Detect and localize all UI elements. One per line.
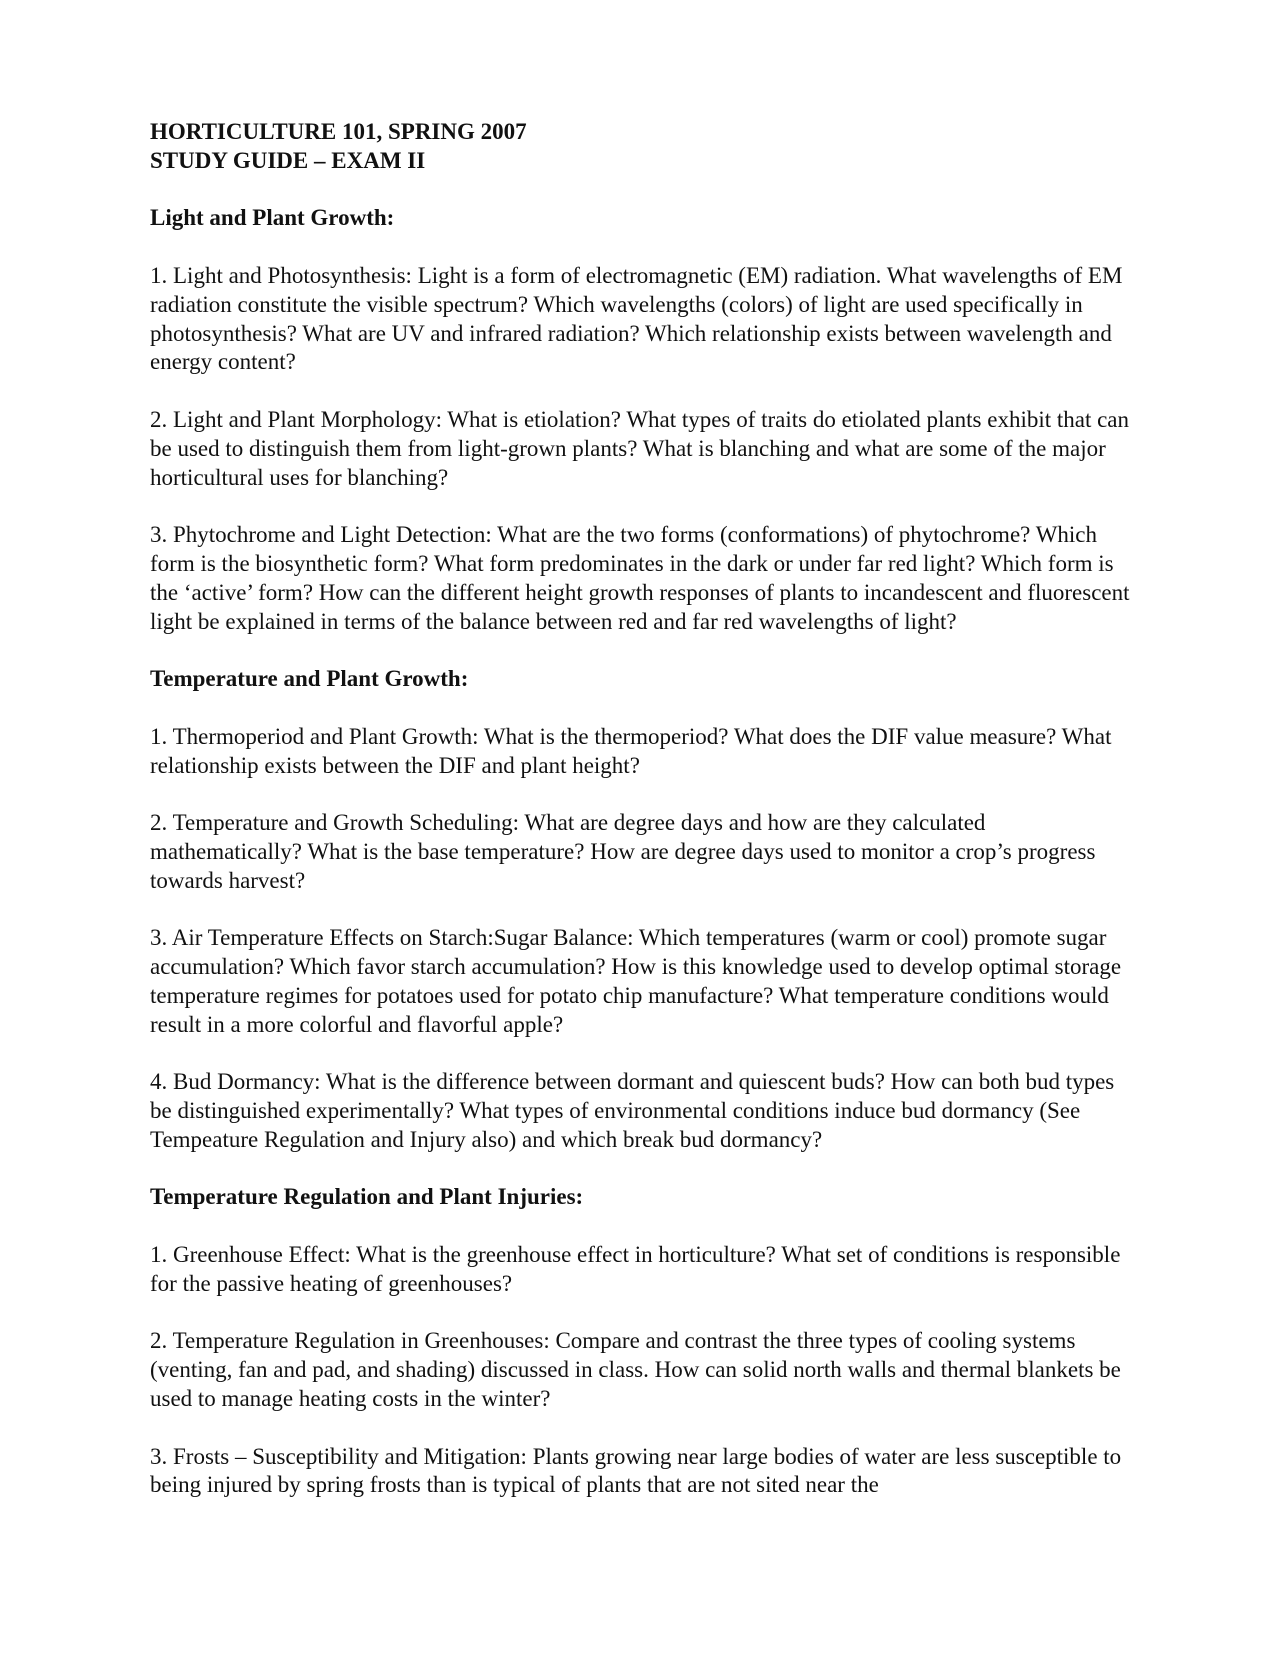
study-question: 2. Temperature and Growth Scheduling: What are degree days and how are they calculated mathematically? What is the base temperature? How are degree days used to monitor a crop’s progress towards harvest? <box>150 810 1096 893</box>
study-question: 1. Thermoperiod and Plant Growth: What is the thermoperiod? What does the DIF value measure? What relationship exists between the DIF and plant height? <box>150 723 1112 778</box>
study-question: 3. Frosts – Susceptibility and Mitigation: Plants growing near large bodies of water are less susceptible to being injured by spring frosts than is typical of plants that are not sited near the <box>150 1443 1122 1498</box>
study-question: 2. Temperature Regulation in Greenhouses: Compare and contrast the three types of cooling systems (venting, fan and pad, and shading) discussed in class. How can solid north walls and thermal blankets be used to manage heating costs in the winter? <box>150 1328 1121 1412</box>
section-temperature <box>150 665 1130 1155</box>
section-heading: Temperature and Plant Growth: <box>150 666 469 692</box>
title-line-course: HORTICULTURE 101, SPRING 2007 <box>150 119 527 144</box>
study-question: 1. Light and Photosynthesis: Light is a form of electromagnetic (EM) radiation. What wavelengths of EM radiation constitute the visible spectrum? Which wavelengths (colors) of light are used specifically in photosynthesis? What are UV and infrared radiation? Which relationship exists between wavelength and energy content? <box>150 262 1123 375</box>
title-line-guide: STUDY GUIDE – EXAM II <box>150 147 426 173</box>
study-question: 1. Greenhouse Effect: What is the greenhouse effect in horticulture? What set of conditions is responsible for the passive heating of greenhouses? <box>150 1242 1121 1296</box>
study-question: 2. Light and Plant Morphology: What is etiolation? What types of traits do etiolated plants exhibit that can be used to distinguish them from light-grown plants? What is blanching and what are some of the major horticultural uses for blanching? <box>150 406 1130 490</box>
document-title <box>150 118 1130 176</box>
section-regulation <box>150 1183 1130 1500</box>
study-question: 3. Phytochrome and Light Detection: What are the two forms (conformations) of phytochrome? Which form is the biosynthetic form? What form predominates in the dark or under far red light? Which form is the ‘active’ form? How can the different height growth responses of plants to incandescent and fluorescent light be explained in terms of the balance between red and far red wavelengths of light? <box>150 522 1130 634</box>
section-heading: Temperature Regulation and Plant Injuries: <box>150 1184 584 1210</box>
document-content <box>150 118 1130 1500</box>
study-question: 4. Bud Dormancy: What is the difference between dormant and quiescent buds? How can both bud types be distinguished experimentally? What types of environmental conditions induce bud dormancy (See Tempeature Regulation and Injury also) and which break bud dormancy? <box>150 1069 1115 1152</box>
study-question: 3. Air Temperature Effects on Starch:Sugar Balance: Which temperatures (warm or cool) promote sugar accumulation? Which favor starch accumulation? How is this knowledge used to develop optimal storage temperature regimes for potatoes used for potato chip manufacture? What temperature conditions would result in a more colorful and flavorful apple? <box>150 925 1122 1037</box>
section-heading: Light and Plant Growth: <box>150 205 395 231</box>
section-light <box>150 204 1130 636</box>
